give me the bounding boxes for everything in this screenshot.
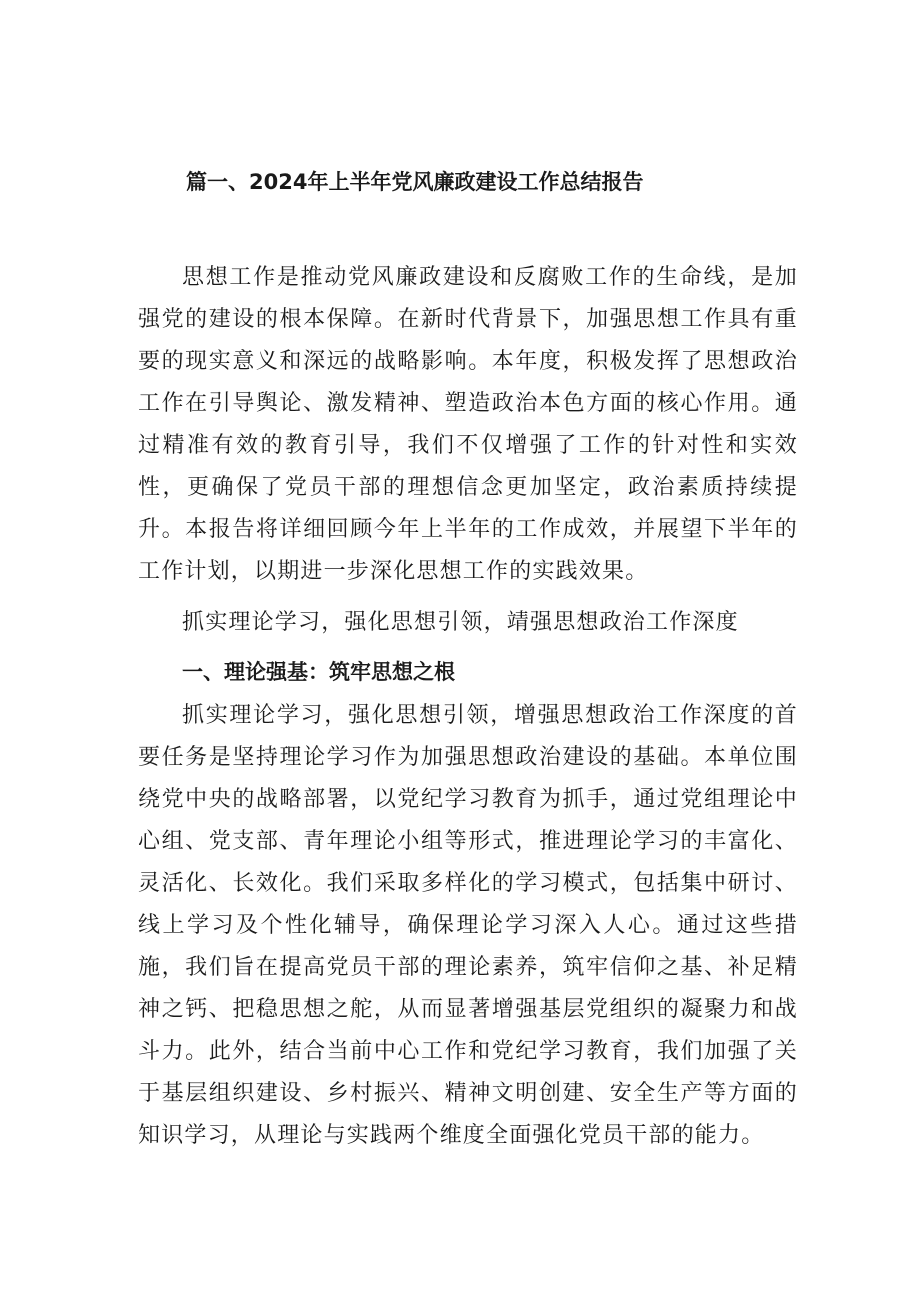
section-paragraph: 抓实理论学习，强化思想引领，增强思想政治工作深度的首要任务是坚持理论学习作为加强思想政治建设的基础。本单位围绕党中央的战略部署，以党纪学习教育为抓手，通过党组理论中心组、党支部、青年理论小组等形式，推进理论学习的丰富化、灵活化、长效化。我们采取多样化的学习模式，包括集中研讨、线上学习及个性化辅导，确保理论学习深入人心。通过这些措施，我们旨在提高党员干部的理论素养，筑牢信仰之基、补足精神之钙、把稳思想之舵，从而显著增强基层党组织的凝聚力和战斗力。此外，结合当前中心工作和党纪学习教育，我们加强了关于基层组织建设、乡村振兴、精神文明创建、安全生产等方面的知识学习，从理论与实践两个维度全面强化党员干部的能力。 (138, 703, 798, 1148)
section-heading: 一、理论强基：筑牢思想之根 (182, 660, 455, 684)
subtitle-line: 抓实理论学习，强化思想引领，靖强思想政治工作深度 (182, 610, 739, 635)
intro-paragraph: 思想工作是推动党风廉政建设和反腐败工作的生命线，是加强党的建设的根本保障。在新时代背景下，加强思想工作具有重要的现实意义和深远的战略影响。本年度，积极发挥了思想政治工作在引导舆论、激发精神、塑造政治本色方面的核心作用。通过精准有效的教育引导，我们不仅增强了工作的针对性和实效性，更确保了党员干部的理想信念更加坚定，政治素质持续提升。本报告将详细回顾今年上半年的工作成效，并展望下半年的工作计划，以期进一步深化思想工作的实践效果。 (138, 265, 798, 584)
document-title: 篇一、2024年上半年党风廉政建设工作总结报告 (186, 170, 644, 194)
